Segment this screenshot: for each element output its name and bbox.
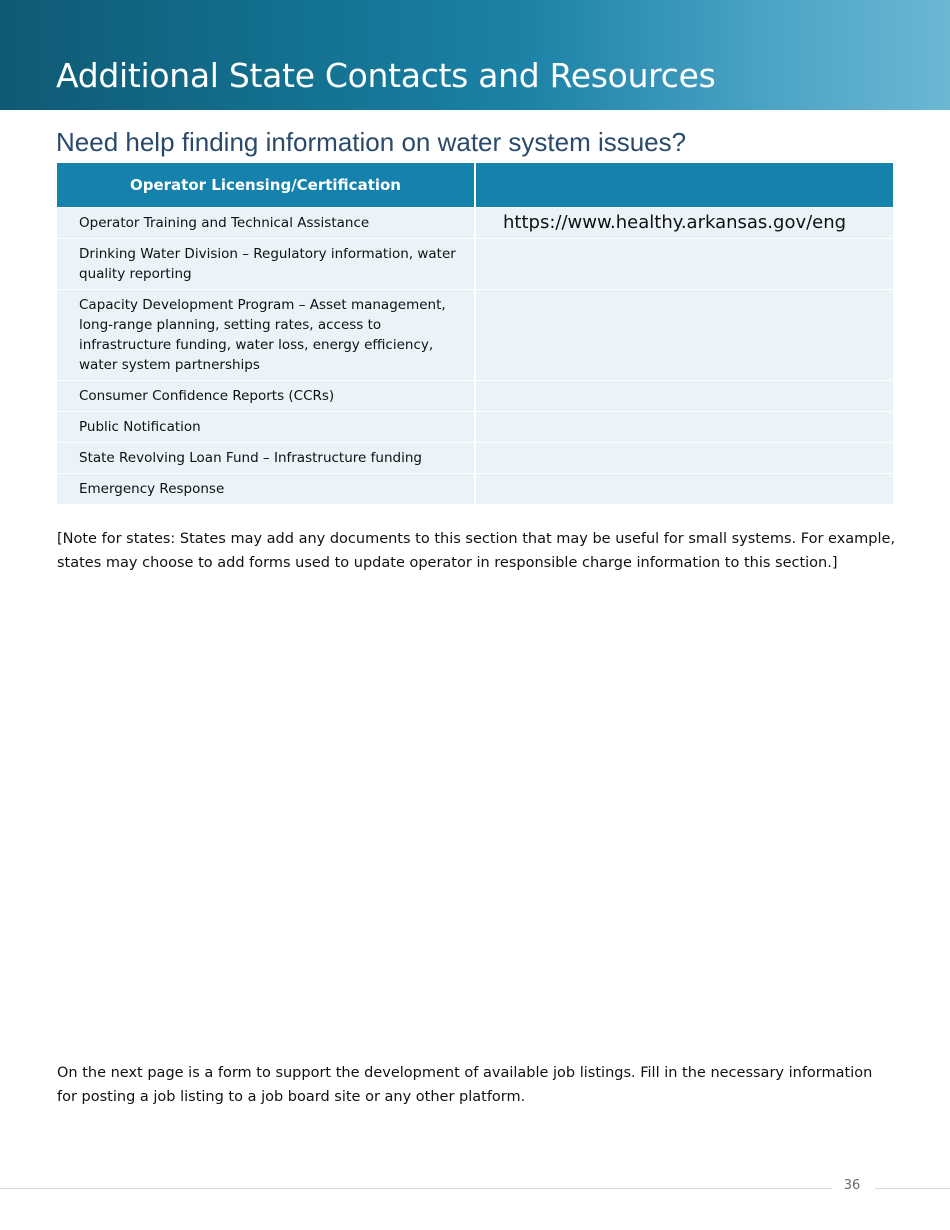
row-link [475,381,893,412]
table-row [57,443,893,474]
footer-divider-left [0,1188,832,1189]
table-row [57,239,893,290]
row-label: State Revolving Loan Fund – Infrastructure funding [57,443,475,474]
table-row [57,412,893,443]
footer-divider-right [875,1188,950,1189]
resources-table [57,163,893,504]
row-link [475,412,893,443]
table-row [57,381,893,412]
header-banner [0,0,950,110]
row-link [475,443,893,474]
page-number: 36 [843,1178,861,1193]
page-title: Additional State Contacts and Resources [56,56,716,95]
section-subheading: Need help finding information on water system issues? [56,127,687,157]
table-row [57,290,893,381]
row-label: Operator Training and Technical Assistance [57,208,475,239]
states-note: [Note for states: States may add any documents to this section that may be useful for small systems. For example, states may choose to add forms used to update operator in responsible charge information to this section.] [57,531,896,571]
table-header-link [475,163,893,208]
row-link [475,474,893,505]
row-label: Public Notification [57,412,475,443]
row-label: Emergency Response [57,474,475,505]
row-label: Consumer Confidence Reports (CCRs) [57,381,475,412]
row-label: Capacity Development Program – Asset management, long-range planning, setting rates, access to infrastructure funding, water loss, energy efficiency, water system partnerships [57,290,475,381]
next-page-text: On the next page is a form to support the development of available job listings. Fill in the necessary information for posting a job listing to a job board site or any other platform. [57,1065,873,1105]
table-row [57,474,893,505]
row-label: Drinking Water Division – Regulatory information, water quality reporting [57,239,475,290]
row-link[interactable]: https://www.healthy.arkansas.gov/eng [475,208,893,239]
table-row [57,208,893,239]
table-header-row [57,163,893,208]
row-link [475,239,893,290]
row-link [475,290,893,381]
table-header-label: Operator Licensing/Certification [57,163,475,208]
